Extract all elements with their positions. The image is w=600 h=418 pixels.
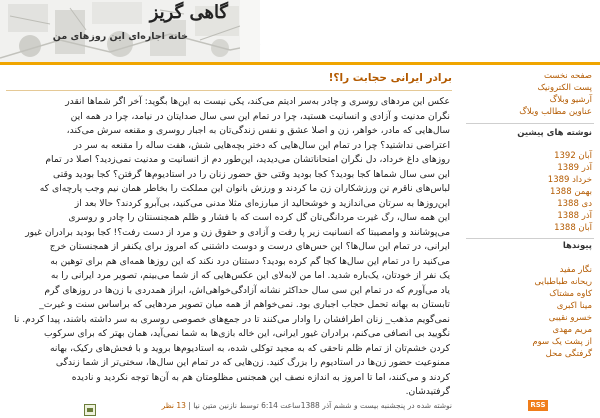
archive-heading: نوشته های پیشین <box>517 128 592 138</box>
post-line: لباس‌های ناقرم تن ورزشکاران زن ما کردند و ورزش بانوان این مملکت را بخاطر همان نیم وجب پارچه‌ای که <box>39 183 450 194</box>
blogroll-link[interactable]: ریحانه طباطبایی <box>534 277 592 287</box>
post-line: سال‌هایی که مادر، خواهر، زن و اصلا عشق و نفس زندگی‌تان به اجبار روسری و مقنعه سرش می‌کند، <box>66 125 450 136</box>
blogroll-link[interactable]: خسرو نقیبی <box>548 313 592 323</box>
sidebar <box>458 65 600 418</box>
header <box>0 0 600 62</box>
archive-item[interactable]: آذر 1389 <box>557 163 592 173</box>
comments-link[interactable]: 13 نظر <box>161 401 186 410</box>
archive-item[interactable]: بهمن 1388 <box>549 187 592 197</box>
post-line: کردن خشم‌تان از تمام ظلم ناحقی که به مجید توکلی شده، به استادیوم‌ها بروید و با فحش‌های رکیک، بهانه <box>50 342 450 354</box>
main-content <box>0 65 458 418</box>
archive-item[interactable]: آذر 1388 <box>557 211 592 221</box>
sidebar-link-archive[interactable]: آرشیو وبلاگ <box>549 95 592 105</box>
blogroll-link[interactable]: مینا اکبری <box>556 301 592 311</box>
post-line: ایرانی، در تمام این سال‌ها؟ این حس‌های درست و دوست داشتنی که امروز برای یکنفر از همجنستان خرج <box>49 241 450 252</box>
sidebar-link-email[interactable]: پست الکترونیک <box>537 83 592 93</box>
sidebar-link-titles[interactable]: عناوین مطالب وبلاگ <box>519 107 592 117</box>
post-line: روزهای داغ خرداد، دل نگران امتحاناتشان می‌دیدید، این‌طور دم از انسانیت و مدنیت نمی‌زدید؟ اصلا در تمام <box>45 154 450 165</box>
post-line: می‌کنید را در تمام این سال‌ها کجا گم کرده بودید؟ دستتان درد نکند که این روزها همه‌ای هم برای توهین به <box>50 255 450 267</box>
post-line: یاد می‌آورم که در تمام این سی سال حداکثر نشانه آزادگی‌خواهی‌اش، ابراز همدردی با زن‌ها در روزهای گرم <box>44 284 450 296</box>
site-title[interactable]: گاهی گریز <box>149 2 228 23</box>
post-line: نگران مدنیت و آزادی و انسانیت هستید، چرا در تمام این سی سال صدایتان در نیامد، چرا در همه این <box>70 110 450 122</box>
post-body <box>12 95 450 400</box>
post-meta <box>162 401 452 410</box>
post-line: ممنوعیت حضور زن‌ها در استادیوم را بزرگ کنید. زن‌هایی که در تمام این سال‌ها، سختی‌تر از شما زندگی <box>55 357 450 368</box>
sidebar-link-home[interactable]: صفحه نخست <box>543 71 592 81</box>
post-line: یک نفر از خودتان، یک‌باره شدید. اما من لابه‌لای این عکس‌هایی که از شما می‌بینم، تصویر مرد ایرانی را به <box>50 270 450 281</box>
post-line: عکس این مردهای روسری و چادر به‌سر ادیتم می‌کند، یکی نیست به این‌ها بگوید: آخر اگر شماها انقدر <box>65 96 450 107</box>
post-line: کردند و می‌کنند، اما تا امروز به اندازه نصف این همجنس مظلومتان هم به آن‌ها توجه نکردید و نادیده <box>71 371 450 383</box>
blogroll-link[interactable]: مریم مهدی <box>552 325 592 335</box>
post-line: اعتراضی نداشتید؟ چرا در تمام این سال‌هایی که دختر بچه‌هایی شش، هفت ساله را مقنعه به سر در <box>73 139 450 151</box>
print-icon[interactable] <box>84 404 96 416</box>
post-meta-text: نوشته شده در پنجشنبه بیست و ششم آذر 1388ساعت 6:14 توسط نازنین متین نیا | <box>185 401 452 410</box>
archive-item[interactable]: آبان 1392 <box>554 151 592 161</box>
sidebar-divider <box>466 123 594 124</box>
post-title[interactable]: برادر ایرانی حجابت را؟! <box>328 72 452 84</box>
post-line: می‌پوشانند و وامصیبتا که انسانیت زیر پا رفت و آزادی و حقوق زن و مرد از دست رفت؟! کجا بودید برادران غیور <box>25 226 450 238</box>
archive-item[interactable]: آبان 1388 <box>554 223 592 233</box>
rss-button[interactable]: RSS <box>528 400 548 411</box>
post-line: تابستان به بهانه تحمل حجاب اجباری بود. نمی‌خواهم از همه میان تصویر مردهایی که براساس سنت و غیرت_ <box>39 299 450 310</box>
post-line: این‌روزها به سرتان می‌اندازید و خوشحالید از مبارزه‌ای مثلا مدنی می‌کنید، بی‌آبرو کردند؟ حالا بعد از <box>74 197 450 209</box>
post-line: این همه سال، رگ غیرت مردانگی‌تان گل کرده است که با فشار و ظلم همجنسنتان را چادر و روسری <box>68 212 450 223</box>
archive-item[interactable]: دی 1388 <box>557 199 592 209</box>
archive-item[interactable]: خرداد 1389 <box>547 175 592 185</box>
site-subtitle: خانه اجاره‌ای این روزهای من <box>52 31 188 42</box>
post-line: نگویید بی انصافی می‌کنم، برادران غیور ایرانی، این خاله بازی‌ها به شما نمی‌آید، همان بهتر که برای سرکوب <box>44 328 450 339</box>
blogroll-link[interactable]: از پشت یک سوم <box>532 337 592 347</box>
blogroll-link[interactable]: کاوه مشتاک <box>549 289 592 299</box>
blogroll-link[interactable]: گرفتگی محل <box>545 349 592 359</box>
post-line: این سی سال شماها کجا بودید؟ کجا بودید وقتی حق حضور زنان را در استادیوم‌ها گرفتن؟ کجا بودید وقتی <box>53 168 450 180</box>
post-title-divider <box>6 90 452 91</box>
links-heading: پیوندها <box>562 241 592 251</box>
sidebar-divider <box>466 238 594 239</box>
post-line: نمی‌گویم مذهب_ زنان اطرافشان را وادار می‌کنند تا در جمع‌های خصوصی روسری به سر داشته باشند، پیدا کردم. نا <box>13 313 450 325</box>
post-line: گرفتیدشان. <box>405 386 450 397</box>
blogroll-link[interactable]: نگار مفید <box>559 265 592 275</box>
